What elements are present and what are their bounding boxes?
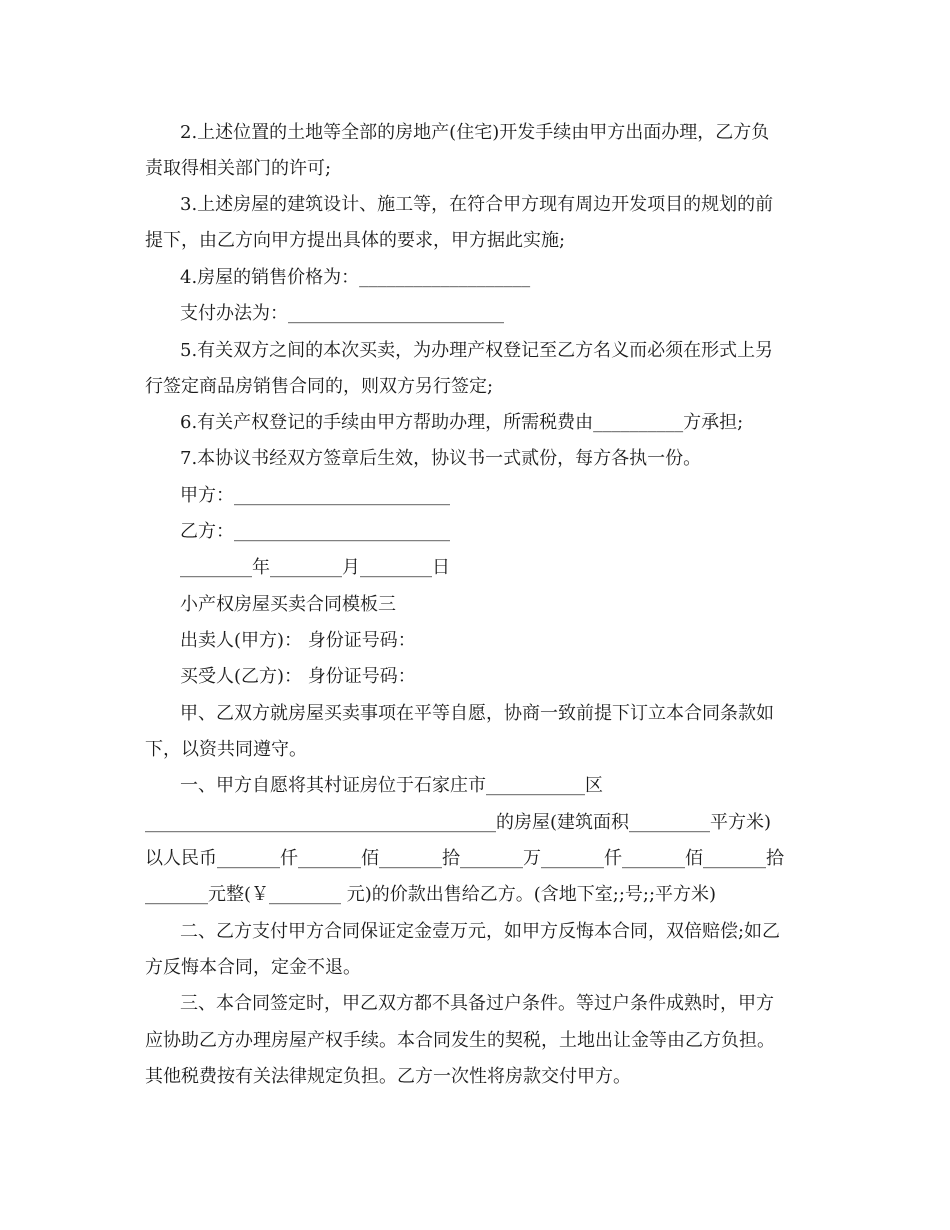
- text-line: 支付办法为：________________________: [180, 303, 504, 324]
- text-line: 5.有关双方之间的本次买卖，为办理产权登记至乙方名义而必须在形式上另: [180, 340, 774, 361]
- text-line: ________年________月________日: [180, 557, 450, 578]
- text-line: 出卖人(甲方)： 身份证号码：: [180, 630, 416, 651]
- text-line: 3.上述房屋的建筑设计、施工等，在符合甲方现有周边开发项目的规划的前: [180, 194, 774, 215]
- text-line: 三、本合同签定时，甲乙双方都不具备过户条件。等过户条件成熟时，甲方: [180, 993, 774, 1014]
- text-line: 2.上述位置的土地等全部的房地产(住宅)开发手续由甲方出面办理，乙方负: [180, 122, 770, 143]
- text-line: 4.房屋的销售价格为：___________________: [180, 267, 531, 288]
- text-line: 行签定商品房销售合同的，则双方另行签定;: [145, 376, 494, 397]
- text-line: 买受人(乙方)： 身份证号码：: [180, 666, 416, 687]
- text-line: 责取得相关部门的许可;: [145, 158, 332, 179]
- text-line: 二、乙方支付甲方合同保证定金壹万元，如甲方反悔本合同，双倍赔偿;如乙: [180, 921, 781, 942]
- text-line: 方反悔本合同，定金不退。: [145, 957, 361, 978]
- text-line: 6.有关产权登记的手续由甲方帮助办理，所需税费由__________方承担;: [180, 412, 744, 433]
- text-line: 甲、乙双方就房屋买卖事项在平等自愿，协商一致前提下订立本合同条款如: [180, 703, 774, 724]
- text-line: 甲方：________________________: [180, 485, 450, 506]
- section-title: 小产权房屋买卖合同模板三: [180, 594, 396, 615]
- text-line: 以人民币_______仟_______佰_______拾_______万_______仟_______佰_______拾: [145, 848, 784, 869]
- text-line: 其他税费按有关法律规定负担。乙方一次性将房款交付甲方。: [145, 1066, 631, 1087]
- text-line: 一、甲方自愿将其村证房位于石家庄市___________区: [180, 775, 603, 796]
- text-line: 7.本协议书经双方签章后生效，协议书一式贰份，每方各执一份。: [180, 448, 702, 469]
- text-line: 提下，由乙方向甲方提出具体的要求，甲方据此实施;: [145, 230, 566, 251]
- text-line: _______________________________________的房屋(建筑面积_________平方米): [145, 812, 772, 833]
- text-line: 应协助乙方办理房屋产权手续。本合同发生的契税，土地出让金等由乙方负担。: [145, 1030, 775, 1051]
- text-line: 乙方：________________________: [180, 521, 450, 542]
- text-line: _______元整(￥________ 元)的价款出售给乙方。(含地下室;;号;;平方米): [145, 884, 717, 905]
- text-line: 下，以资共同遵守。: [145, 739, 307, 760]
